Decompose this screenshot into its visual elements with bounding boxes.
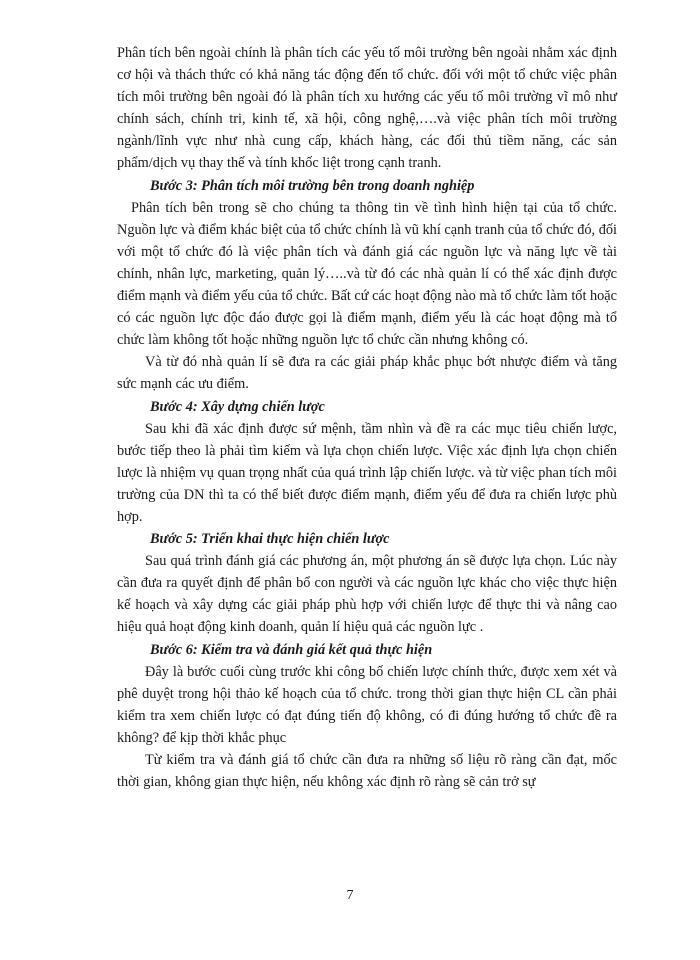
paragraph-solutions: Và từ đó nhà quản lí sẽ đưa ra các giải pháp khắc phục bớt nhược điểm và tăng sức mạnh các ưu điểm. [117,354,617,393]
paragraph-evaluation-data: Từ kiểm tra và đánh giá tổ chức cần đưa ra những số liệu rõ ràng cần đạt, mốc thời gian, không gian thực hiện, nếu không xác định rõ ràng sẽ cản trở sự [117,752,617,791]
document-page [117,42,617,793]
heading-step-6: Bước 6: Kiểm tra và đánh giá kết quả thực hiện [150,641,433,658]
paragraph-review-strategy: Đây là bước cuối cùng trước khi công bố chiến lược chính thức, được xem xét và phê duyệt trong hội thảo kế hoạch của tổ chức. trong thời gian thực hiện CL cần phải kiểm tra xem chiến lược có đạt đúng tiến độ không, có đi đúng hướng tổ chức đề ra không? để kịp thời khắc phục [117,663,617,746]
paragraph-implement-strategy: Sau quá trình đánh giá các phương án, một phương án sẽ được lựa chọn. Lúc này cần đưa ra quyết định để phân bổ con người và các nguồn lực khác cho việc thực hiện kế hoạch và xây dựng các giải pháp phù hợp với chiến lược để thực thi và nâng cao hiệu quả hoạt động kinh doanh, quản lí hiệu quả các nguồn lực . [117,553,617,636]
page-number: 7 [346,888,354,903]
paragraph-internal-analysis: Phân tích bên trong sẽ cho chúng ta thông tin về tình hình hiện tại của tổ chức. Nguồn lực và điểm khác biệt của tổ chức chính là vũ khí cạnh tranh của tổ chức đó, đối với một tổ chức đó là việc phân tích và đánh giá các nguồn lực và năng lực về tài chính, nhân lực, marketing, quản lý…..và từ đó các nhà quản lí có thể xác định được điểm mạnh và điểm yếu của tổ chức. Bất cứ các hoạt động nào mà tổ chức làm tốt hoặc có các nguồn lực độc đáo được gọi là điểm mạnh, điểm yếu là các hoạt động mà tổ chức làm không tốt hoặc những nguồn lực tổ chức cần nhưng không có. [117,199,617,349]
heading-step-5: Bước 5: Triển khai thực hiện chiến lược [150,531,390,548]
paragraph-build-strategy: Sau khi đã xác định được sứ mệnh, tầm nhìn và đề ra các mục tiêu chiến lược, bước tiếp theo là phải tìm kiếm và lựa chọn chiến lược. Việc xác định lựa chọn chiến lược là nhiệm vụ quan trọng nhất của quá trình lập chiến lược. và từ việc phan tích môi trường của DN thì ta có thể biết được điểm mạnh, điểm yếu để đưa ra chiến lược phù hợp. [117,420,617,525]
heading-step-3: Bước 3: Phân tích môi trường bên trong doanh nghiệp [150,177,475,194]
heading-step-4: Bước 4: Xây dựng chiến lược [150,398,325,415]
paragraph-external-analysis: Phân tích bên ngoài chính là phân tích các yếu tố môi trường bên ngoài nhằm xác định cơ hội và thách thức có khả năng tác động đến tổ chức. đối với một tổ chức việc phân tích môi trường bên ngoài đó là phân tích xu hướng các yếu tố môi trường vĩ mô như chính sách, chính tri, kinh tế, xã hội, công nghệ,….và việc phân tích môi trường ngành/lĩnh vực như nhà cung cấp, khách hàng, các đối thủ tiềm năng, các sản phẩm/dịch vụ thay thế và tính khốc liệt trong cạnh tranh. [117,45,617,172]
